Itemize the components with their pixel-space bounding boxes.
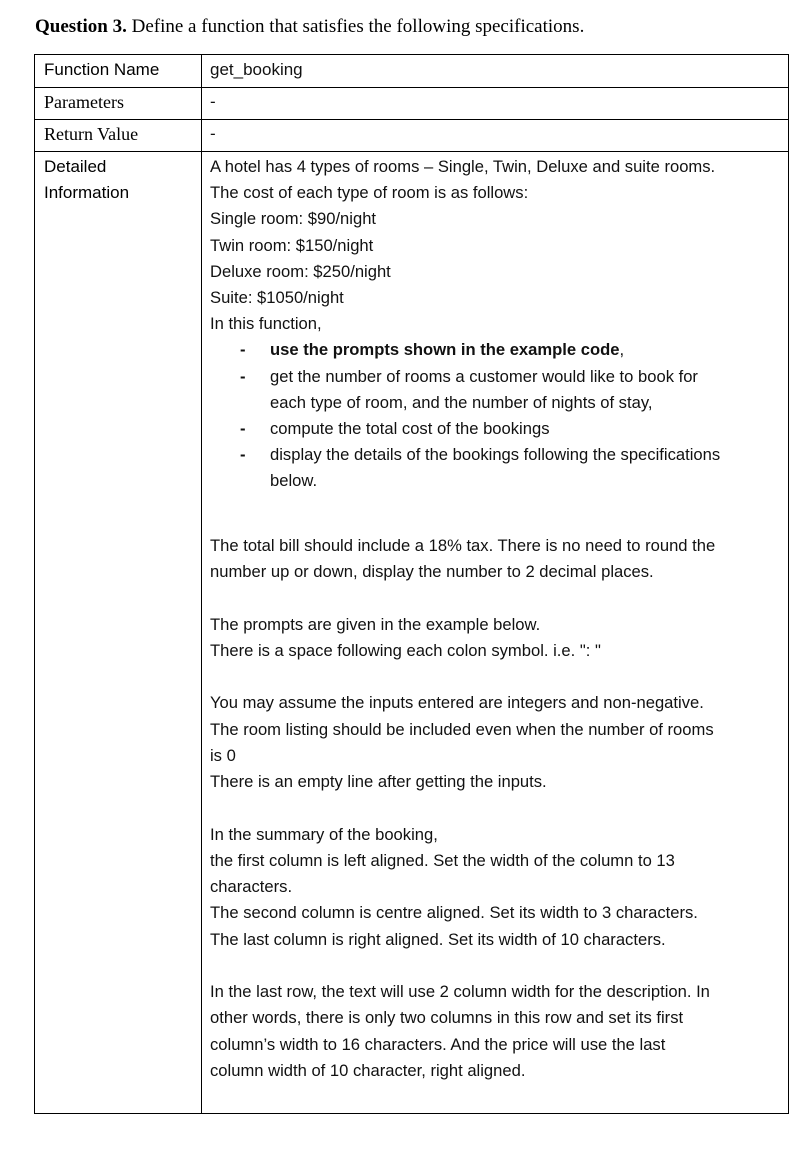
detailed-information-label xyxy=(44,154,129,206)
return-value-label: Return Value xyxy=(44,124,139,144)
list-item xyxy=(210,337,785,363)
room-price-suite: Suite: $1050/night xyxy=(210,288,344,308)
bullet-bold-text: use the prompts shown in the example code xyxy=(270,340,620,360)
parameters-value: - xyxy=(210,92,216,111)
return-value-value: - xyxy=(210,124,216,143)
detailed-label-line: Detailed xyxy=(44,157,107,176)
intro-line: A hotel has 4 types of rooms – Single, Twin, Deluxe and suite rooms. xyxy=(210,157,716,176)
question-heading xyxy=(35,16,584,38)
requirements-list xyxy=(210,337,785,494)
question-text: Define a function that satisfies the following specifications. xyxy=(126,16,585,37)
summary-paragraph-line: In the summary of the booking, xyxy=(210,824,438,844)
inputs-paragraph-line: There is an empty line after getting the inputs. xyxy=(210,772,547,792)
prompts-paragraph-line: There is a space following each colon symbol. i.e. ": " xyxy=(210,640,601,660)
list-item xyxy=(210,416,785,442)
row-divider xyxy=(35,119,788,120)
last-row-paragraph-line: other words, there is only two columns in this row and set its first xyxy=(210,1008,684,1028)
list-item xyxy=(210,364,785,416)
room-price-single: Single room: $90/night xyxy=(210,209,377,229)
summary-paragraph-line: the first column is left aligned. Set the width of the column to 13 xyxy=(210,850,675,870)
intro-line: The cost of each type of room is as follows: xyxy=(210,183,529,203)
bullet-line: below. xyxy=(270,471,318,491)
last-row-paragraph-line: column’s width to 16 characters. And the price will use the last xyxy=(210,1034,666,1054)
parameters-label: Parameters xyxy=(44,92,124,112)
bullet-line: - display the details of the bookings following the specifications xyxy=(270,445,721,465)
detailed-information-content xyxy=(210,154,785,1084)
question-number: Question 3. xyxy=(35,16,127,37)
summary-paragraph-line: The last column is right aligned. Set its width of 10 characters. xyxy=(210,929,666,949)
bullet-tail-text: , xyxy=(619,340,625,360)
room-price-deluxe: Deluxe room: $250/night xyxy=(210,261,391,281)
list-item xyxy=(210,442,785,494)
function-name-value: get_booking xyxy=(210,60,303,79)
prompts-paragraph-line: The prompts are given in the example below. xyxy=(210,614,541,634)
bullet-line: - compute the total cost of the bookings xyxy=(270,419,550,439)
bullet-line: - get the number of rooms a customer would like to book for xyxy=(270,366,698,386)
tax-paragraph-line: number up or down, display the number to 2 decimal places. xyxy=(210,561,654,581)
specification-table xyxy=(34,54,789,1114)
row-divider xyxy=(35,151,788,152)
column-divider xyxy=(201,55,202,1113)
inputs-paragraph-line: The room listing should be included even when the number of rooms xyxy=(210,719,714,739)
tax-paragraph-line: The total bill should include a 18% tax. There is no need to round the xyxy=(210,535,716,555)
last-row-paragraph-line: column width of 10 character, right aligned. xyxy=(210,1060,526,1080)
last-row-paragraph-line: In the last row, the text will use 2 column width for the description. In xyxy=(210,982,710,1002)
intro-line: In this function, xyxy=(210,314,322,334)
bullet-line: each type of room, and the number of nights of stay, xyxy=(270,392,653,412)
function-name-label: Function Name xyxy=(44,60,160,79)
summary-paragraph-line: characters. xyxy=(210,877,293,897)
room-price-twin: Twin room: $150/night xyxy=(210,235,374,255)
summary-paragraph-line: The second column is centre aligned. Set its width to 3 characters. xyxy=(210,903,698,923)
information-label-line: Information xyxy=(44,183,130,202)
inputs-paragraph-line: is 0 xyxy=(210,745,236,765)
row-divider xyxy=(35,87,788,88)
inputs-paragraph-line: You may assume the inputs entered are integers and non-negative. xyxy=(210,693,704,713)
